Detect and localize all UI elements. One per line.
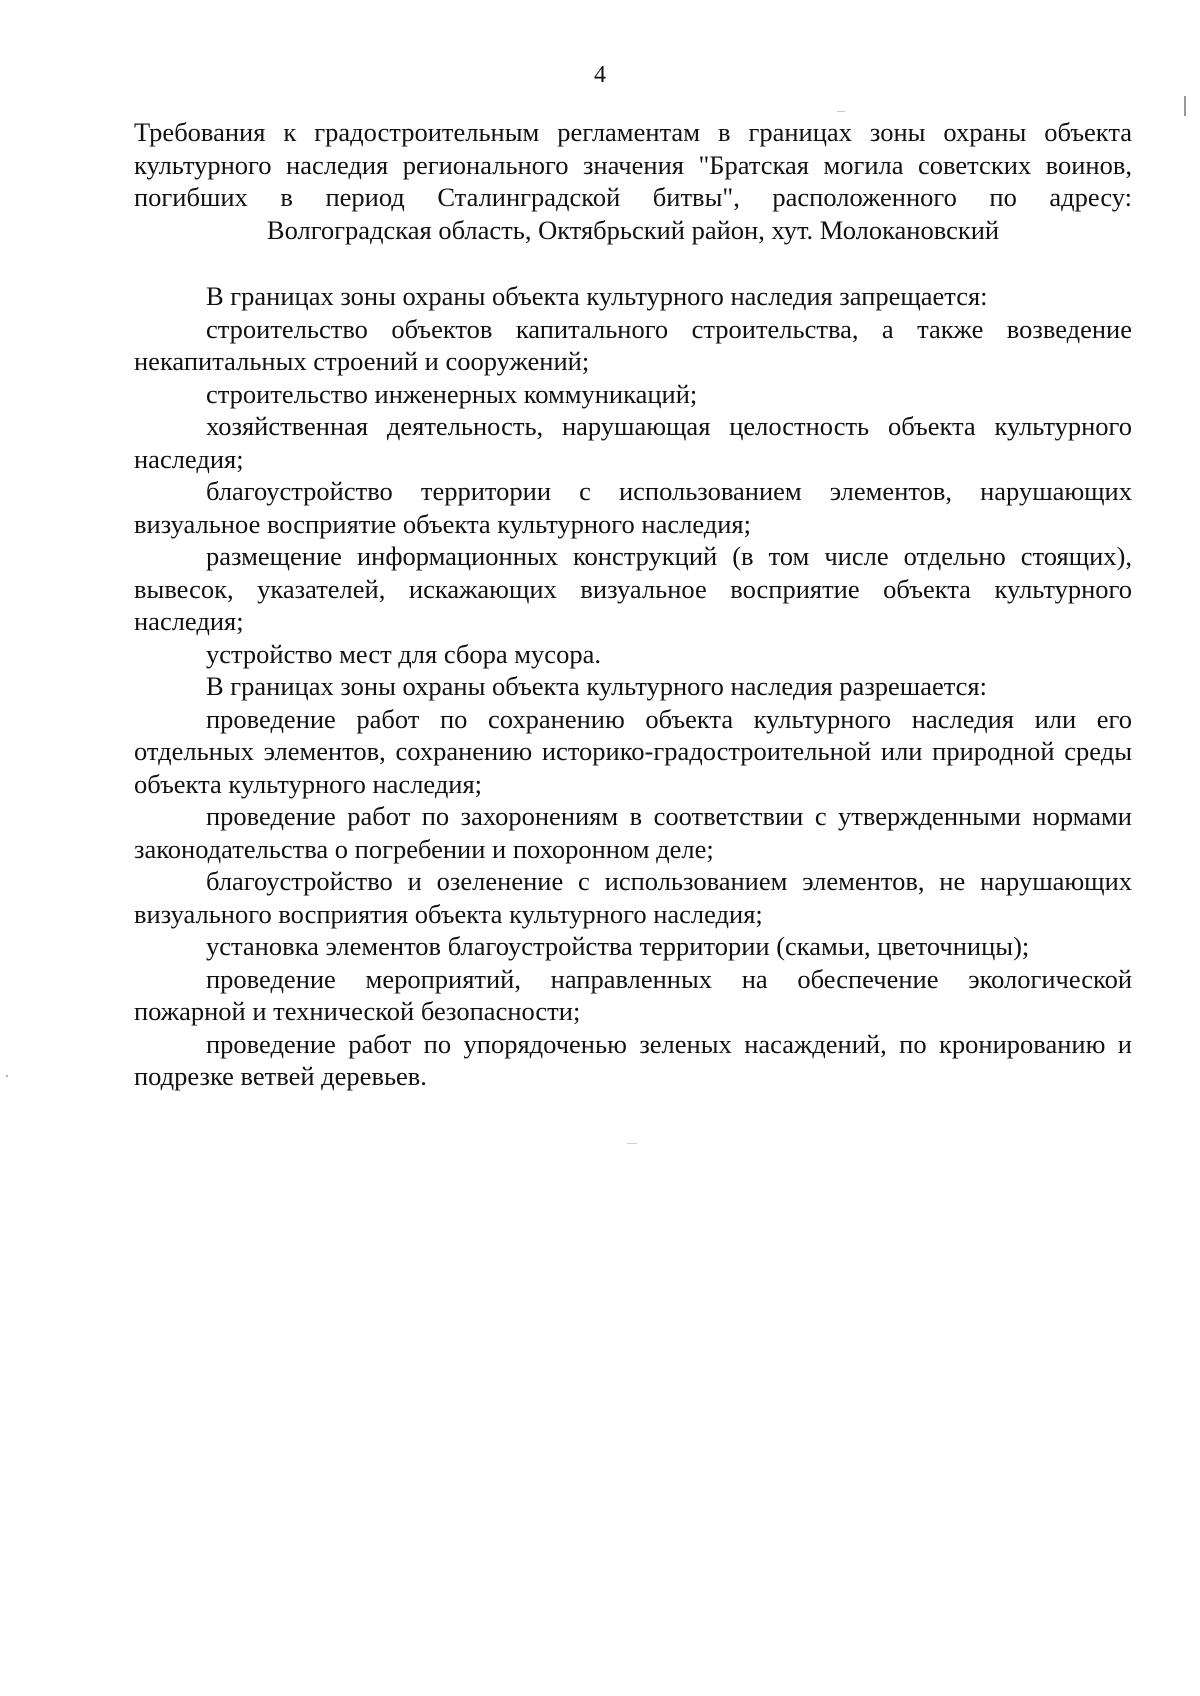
paragraph-allowed-preservation: проведение работ по сохранению объекта культурного наследия или его отдельных элементов, сохранению историко-градостроительной или природной среды объекта культурного наследия;	[134, 703, 1132, 799]
paragraph-allowed-heading: В границах зоны охраны объекта культурного наследия разрешается:	[206, 671, 987, 701]
paragraph-allowed-tree-care: проведение работ по упорядоченью зеленых насаждений, по кронированию и подрезке ветвей деревьев.	[134, 1028, 1132, 1091]
document-title-main: Требования к градостроительным регламентам в границах зоны охраны объекта культурного наследия регионального значения "Братская могила советских воинов, погибших в период Сталинградской битвы", расположенного по адресу:	[134, 117, 1132, 212]
paragraph-allowed-burials: проведение работ по захоронениям в соответствии с утвержденными нормами законодательства о погребении и похоронном деле;	[134, 801, 1132, 864]
paragraph-allowed-landscaping: благоустройство и озеленение с использованием элементов, не нарушающих визуального восприятия объекта культурного наследия;	[134, 866, 1132, 929]
paragraph-allowed-safety-measures: проведение мероприятий, направленных на обеспечение экологической пожарной и технической безопасности;	[134, 963, 1132, 1026]
document-title-address: Волгоградская область, Октябрьский район, хут. Молокановский	[266, 214, 1000, 245]
scan-speck	[627, 1143, 637, 1144]
scan-speck	[1184, 96, 1186, 116]
paragraph-prohibited-heading: В границах зоны охраны объекта культурного наследия запрещается:	[206, 281, 988, 311]
paragraph-prohibited-utilities: строительство инженерных коммуникаций;	[206, 378, 698, 409]
scan-speck	[837, 111, 845, 112]
paragraph-prohibited-economic-activity: хозяйственная деятельность, нарушающая целостность объекта культурного наследия;	[134, 411, 1132, 474]
paragraph-prohibited-signage: размещение информационных конструкций (в том числе отдельно стоящих), вывесок, указателей, искажающих визуальное восприятие объекта культурного наследия;	[134, 541, 1132, 636]
document-body	[134, 280, 1132, 1093]
page-number: 4	[594, 62, 606, 88]
document-title	[134, 116, 1132, 246]
paragraph-allowed-street-furniture: установка элементов благоустройства территории (скамьи, цветочницы);	[206, 931, 1030, 961]
paragraph-prohibited-capital-construction: строительство объектов капитального строительства, а также возведение некапитальных строений и сооружений;	[134, 313, 1132, 376]
paragraph-prohibited-landscaping: благоустройство территории с использованием элементов, нарушающих визуальное восприятие объекта культурного наследия;	[134, 476, 1132, 539]
scan-speck	[6, 1075, 8, 1077]
paragraph-prohibited-waste-sites: устройство мест для сбора мусора.	[206, 638, 601, 669]
